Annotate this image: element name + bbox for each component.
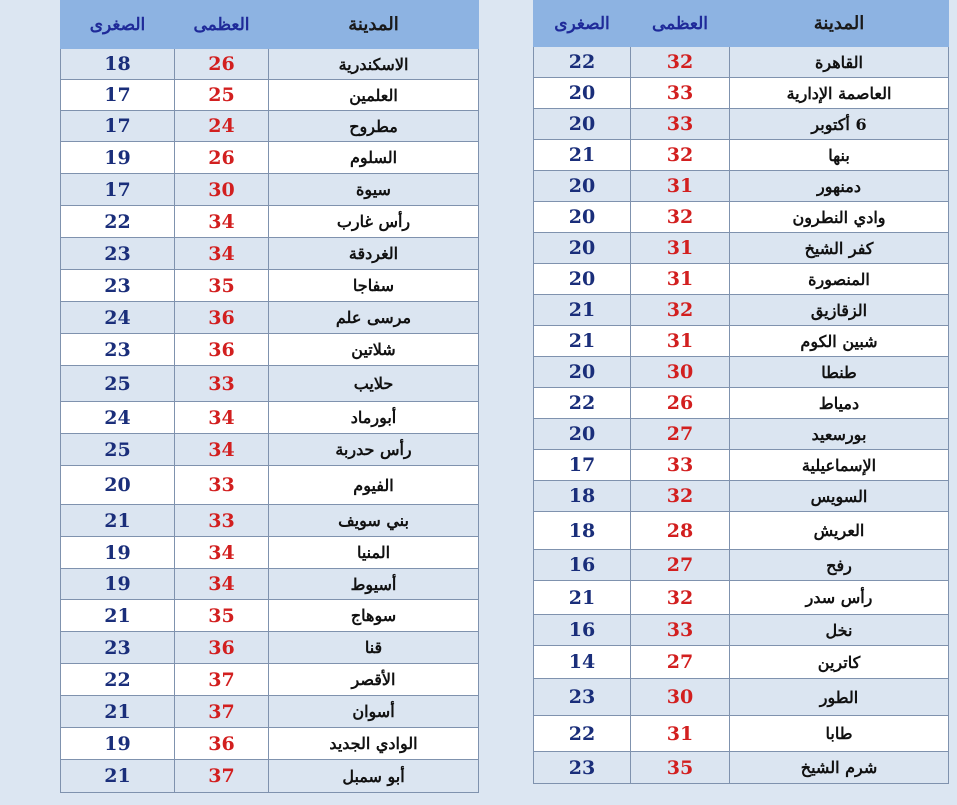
min-temp-cell: 19 (61, 569, 175, 600)
max-temp-cell: 34 (175, 569, 269, 600)
table-row (61, 760, 479, 793)
min-temp-cell: 22 (534, 47, 631, 78)
min-temp-cell: 22 (61, 664, 175, 696)
table-row (61, 569, 479, 600)
table-row (534, 326, 949, 357)
min-temp-cell: 20 (534, 233, 631, 264)
table-row (61, 402, 479, 434)
max-temp-cell: 30 (175, 174, 269, 206)
city-cell: الوادي الجديد (269, 728, 479, 760)
max-temp-cell: 32 (631, 295, 730, 326)
max-temp-cell: 34 (175, 238, 269, 270)
max-temp-cell: 35 (175, 600, 269, 632)
table-row (534, 550, 949, 581)
max-temp-cell: 36 (175, 334, 269, 366)
max-temp-cell: 36 (175, 302, 269, 334)
min-temp-cell: 20 (534, 78, 631, 109)
min-temp-cell: 22 (534, 716, 631, 752)
city-cell: أبورماد (269, 402, 479, 434)
table-row (534, 481, 949, 512)
min-temp-cell: 21 (534, 581, 631, 615)
city-cell: 6 أكتوبر (730, 109, 949, 140)
header-max: العظمى (631, 1, 730, 47)
min-temp-cell: 25 (61, 366, 175, 402)
table-row (61, 696, 479, 728)
table-row (534, 295, 949, 326)
min-temp-cell: 21 (534, 326, 631, 357)
table-row (534, 264, 949, 295)
city-cell: سوهاج (269, 600, 479, 632)
city-cell: رأس سدر (730, 581, 949, 615)
city-cell: بورسعيد (730, 419, 949, 450)
max-temp-cell: 32 (631, 581, 730, 615)
city-cell: كفر الشيخ (730, 233, 949, 264)
max-temp-cell: 37 (175, 696, 269, 728)
city-cell: رأس غارب (269, 206, 479, 238)
min-temp-cell: 17 (61, 111, 175, 142)
min-temp-cell: 23 (534, 752, 631, 784)
max-temp-cell: 35 (631, 752, 730, 784)
table-row (534, 140, 949, 171)
min-temp-cell: 23 (61, 632, 175, 664)
min-temp-cell: 18 (534, 481, 631, 512)
table-row (61, 434, 479, 466)
city-cell: الفيوم (269, 466, 479, 505)
table-row (61, 111, 479, 142)
city-cell: الإسماعيلية (730, 450, 949, 481)
min-temp-cell: 16 (534, 615, 631, 646)
max-temp-cell: 25 (175, 80, 269, 111)
min-temp-cell: 24 (61, 402, 175, 434)
max-temp-cell: 33 (175, 366, 269, 402)
table-row (534, 716, 949, 752)
table-row (534, 450, 949, 481)
city-cell: العلمين (269, 80, 479, 111)
city-cell: مرسى علم (269, 302, 479, 334)
table-row (534, 615, 949, 646)
max-temp-cell: 31 (631, 171, 730, 202)
table-row (534, 357, 949, 388)
min-temp-cell: 25 (61, 434, 175, 466)
table-row (61, 600, 479, 632)
min-temp-cell: 21 (61, 600, 175, 632)
min-temp-cell: 20 (534, 109, 631, 140)
min-temp-cell: 23 (61, 238, 175, 270)
city-cell: دمنهور (730, 171, 949, 202)
table-row (61, 466, 479, 505)
table-row (61, 334, 479, 366)
min-temp-cell: 23 (61, 334, 175, 366)
city-cell: مطروح (269, 111, 479, 142)
left-weather-table (60, 0, 479, 793)
min-temp-cell: 20 (534, 264, 631, 295)
max-temp-cell: 37 (175, 760, 269, 793)
min-temp-cell: 19 (61, 537, 175, 569)
city-cell: أسوان (269, 696, 479, 728)
max-temp-cell: 24 (175, 111, 269, 142)
max-temp-cell: 33 (631, 78, 730, 109)
min-temp-cell: 14 (534, 646, 631, 679)
city-cell: المنصورة (730, 264, 949, 295)
table-row (534, 419, 949, 450)
city-cell: شبين الكوم (730, 326, 949, 357)
table-row (61, 505, 479, 537)
max-temp-cell: 27 (631, 550, 730, 581)
table-row (534, 109, 949, 140)
table-row (534, 679, 949, 716)
max-temp-cell: 32 (631, 140, 730, 171)
min-temp-cell: 17 (61, 174, 175, 206)
max-temp-cell: 30 (631, 357, 730, 388)
table-row (61, 206, 479, 238)
header-city: المدينة (730, 1, 949, 47)
city-cell: المنيا (269, 537, 479, 569)
min-temp-cell: 19 (61, 728, 175, 760)
max-temp-cell: 37 (175, 664, 269, 696)
table-row (534, 388, 949, 419)
table-header-row (61, 1, 479, 49)
max-temp-cell: 33 (175, 466, 269, 505)
min-temp-cell: 24 (61, 302, 175, 334)
table-row (61, 632, 479, 664)
max-temp-cell: 36 (175, 728, 269, 760)
max-temp-cell: 33 (175, 505, 269, 537)
city-cell: العاصمة الإدارية (730, 78, 949, 109)
city-cell: أسيوط (269, 569, 479, 600)
city-cell: الغردقة (269, 238, 479, 270)
city-cell: بنها (730, 140, 949, 171)
city-cell: رفح (730, 550, 949, 581)
max-temp-cell: 26 (175, 142, 269, 174)
min-temp-cell: 22 (61, 206, 175, 238)
max-temp-cell: 33 (631, 615, 730, 646)
max-temp-cell: 32 (631, 202, 730, 233)
table-row (61, 302, 479, 334)
city-cell: نخل (730, 615, 949, 646)
table-row (534, 512, 949, 550)
table-row (61, 238, 479, 270)
city-cell: السلوم (269, 142, 479, 174)
max-temp-cell: 31 (631, 264, 730, 295)
max-temp-cell: 27 (631, 646, 730, 679)
max-temp-cell: 28 (631, 512, 730, 550)
max-temp-cell: 34 (175, 402, 269, 434)
min-temp-cell: 21 (61, 760, 175, 793)
city-cell: حلايب (269, 366, 479, 402)
header-min: الصغرى (61, 1, 175, 49)
min-temp-cell: 21 (534, 140, 631, 171)
min-temp-cell: 21 (534, 295, 631, 326)
city-cell: سفاجا (269, 270, 479, 302)
table-header-row (534, 1, 949, 47)
min-temp-cell: 17 (61, 80, 175, 111)
table-row (534, 581, 949, 615)
city-cell: رأس حدربة (269, 434, 479, 466)
min-temp-cell: 21 (61, 696, 175, 728)
max-temp-cell: 35 (175, 270, 269, 302)
max-temp-cell: 34 (175, 434, 269, 466)
min-temp-cell: 23 (61, 270, 175, 302)
max-temp-cell: 26 (631, 388, 730, 419)
min-temp-cell: 19 (61, 142, 175, 174)
table-row (61, 728, 479, 760)
table-row (61, 366, 479, 402)
city-cell: أبو سمبل (269, 760, 479, 793)
min-temp-cell: 20 (534, 357, 631, 388)
right-weather-table (533, 0, 949, 784)
table-row (61, 270, 479, 302)
table-row (61, 174, 479, 206)
table-row (61, 49, 479, 80)
city-cell: كاترين (730, 646, 949, 679)
city-cell: القاهرة (730, 47, 949, 78)
city-cell: الزقازيق (730, 295, 949, 326)
max-temp-cell: 31 (631, 233, 730, 264)
city-cell: العريش (730, 512, 949, 550)
max-temp-cell: 32 (631, 47, 730, 78)
city-cell: دمياط (730, 388, 949, 419)
table-row (61, 142, 479, 174)
table-row (534, 752, 949, 784)
city-cell: الاسكندرية (269, 49, 479, 80)
city-cell: طنطا (730, 357, 949, 388)
max-temp-cell: 32 (631, 481, 730, 512)
min-temp-cell: 23 (534, 679, 631, 716)
max-temp-cell: 30 (631, 679, 730, 716)
city-cell: طابا (730, 716, 949, 752)
max-temp-cell: 33 (631, 450, 730, 481)
max-temp-cell: 31 (631, 716, 730, 752)
table-row (534, 233, 949, 264)
max-temp-cell: 33 (631, 109, 730, 140)
min-temp-cell: 18 (534, 512, 631, 550)
city-cell: بني سويف (269, 505, 479, 537)
min-temp-cell: 20 (534, 171, 631, 202)
city-cell: السويس (730, 481, 949, 512)
city-cell: قنا (269, 632, 479, 664)
max-temp-cell: 34 (175, 206, 269, 238)
header-city: المدينة (269, 1, 479, 49)
max-temp-cell: 34 (175, 537, 269, 569)
min-temp-cell: 18 (61, 49, 175, 80)
min-temp-cell: 21 (61, 505, 175, 537)
city-cell: شلاتين (269, 334, 479, 366)
header-min: الصغرى (534, 1, 631, 47)
min-temp-cell: 16 (534, 550, 631, 581)
max-temp-cell: 31 (631, 326, 730, 357)
city-cell: وادي النطرون (730, 202, 949, 233)
city-cell: الأقصر (269, 664, 479, 696)
city-cell: الطور (730, 679, 949, 716)
table-row (534, 171, 949, 202)
header-max: العظمى (175, 1, 269, 49)
max-temp-cell: 26 (175, 49, 269, 80)
table-row (534, 646, 949, 679)
table-row (534, 47, 949, 78)
table-row (534, 78, 949, 109)
min-temp-cell: 20 (534, 419, 631, 450)
table-row (61, 664, 479, 696)
min-temp-cell: 20 (534, 202, 631, 233)
max-temp-cell: 27 (631, 419, 730, 450)
city-cell: شرم الشيخ (730, 752, 949, 784)
min-temp-cell: 22 (534, 388, 631, 419)
city-cell: سيوة (269, 174, 479, 206)
max-temp-cell: 36 (175, 632, 269, 664)
min-temp-cell: 17 (534, 450, 631, 481)
table-row (534, 202, 949, 233)
min-temp-cell: 20 (61, 466, 175, 505)
table-row (61, 537, 479, 569)
table-row (61, 80, 479, 111)
